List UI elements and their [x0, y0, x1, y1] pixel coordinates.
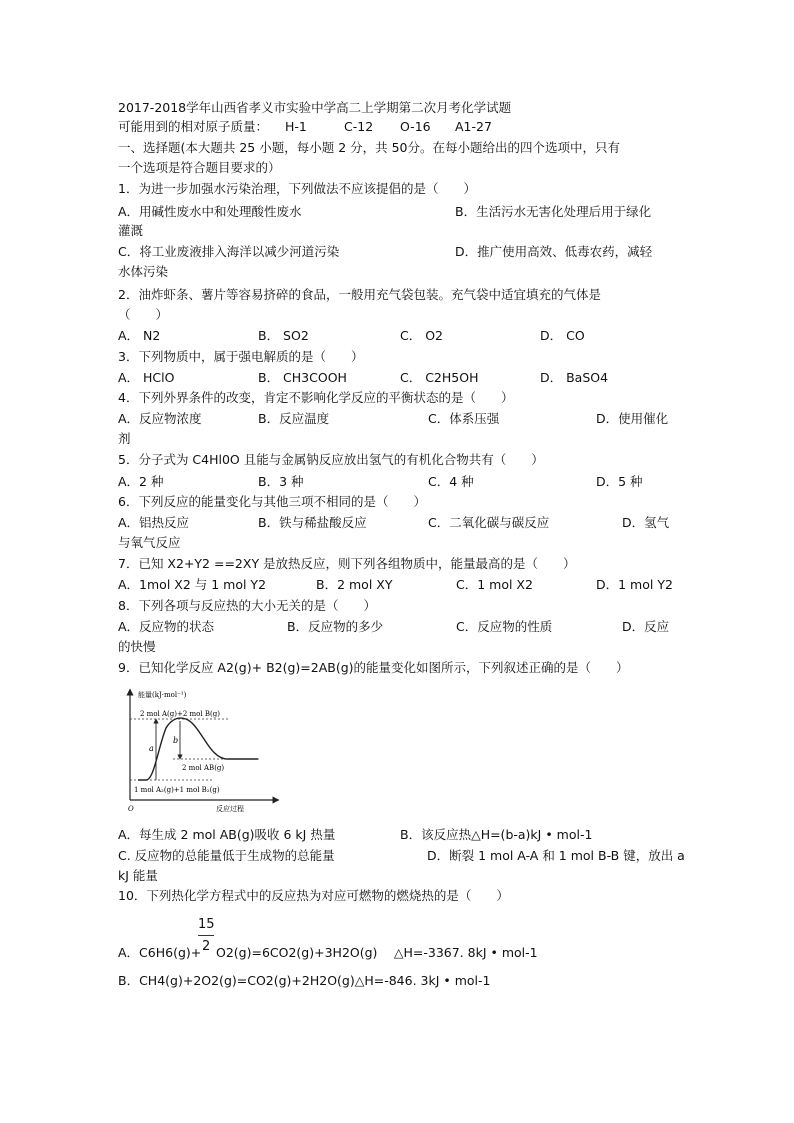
q6-option-d: D．氢气	[622, 515, 670, 530]
q9-option-d: D．断裂 1 mol A-A 和 1 mol B-B 键，放出 a	[427, 848, 685, 863]
question-2-stem: 2．油炸虾条、薯片等容易挤碎的食品，一般用充气袋包装。充气袋中适宜填充的气体是	[118, 287, 601, 302]
q6-option-b: B．铁与稀盐酸反应	[258, 515, 367, 530]
q3-option-c: C． C2H5OH	[400, 370, 479, 385]
page-title: 2017-2018学年山西省孝义市实验中学高二上学期第二次月考化学试题	[118, 100, 512, 115]
q1-option-b-cont: 灌溉	[118, 223, 144, 238]
q8-option-b: B．反应物的多少	[287, 619, 384, 634]
section-heading-line1: 一、选择题(本大题共 25 小题，每小题 2 分，共 50分。在每小题给出的四个选项中，只有	[118, 140, 621, 155]
atomic-mass-al: A1-27	[455, 119, 492, 134]
q3-option-d: D． BaSO4	[540, 370, 609, 385]
fraction-denominator: 2	[202, 939, 211, 954]
x-axis-label: 反应过程	[216, 805, 244, 813]
label-a: a	[149, 744, 154, 753]
fraction-bar	[198, 935, 214, 936]
q9-option-c: C. 反应物的总能量低于生成物的总能量	[118, 848, 335, 863]
q6-option-c: C．二氧化碳与碳反应	[428, 515, 550, 530]
q8-option-d: D．反应	[622, 619, 670, 634]
q4-option-d: D．使用催化	[596, 411, 669, 426]
q4-option-b: B．反应温度	[258, 411, 330, 426]
section-heading-line2: 一个选项是符合题目要求的）	[118, 160, 281, 175]
q5-option-b: B．3 种	[258, 474, 304, 489]
q10-option-b: B．CH4(g)+2O2(g)=CO2(g)+2H2O(g)△H=-846. 3kJ • mol-1	[118, 973, 491, 988]
q5-option-d: D．5 种	[596, 474, 643, 489]
atomic-mass-c: C-12	[344, 119, 374, 134]
q2-option-c: C． O2	[400, 328, 443, 343]
q4-option-d-cont: 剂	[118, 431, 131, 446]
low-level-label: 1 mol A₂(g)+1 mol B₂(g)	[134, 786, 220, 794]
q5-option-a: A．2 种	[118, 474, 164, 489]
question-5-stem: 5．分子式为 C4Hl0O 且能与金属钠反应放出氢气的有机化合物共有（ ）	[118, 452, 544, 467]
q2-option-b: B． SO2	[258, 328, 309, 343]
q8-option-c: C．反应物的性质	[456, 619, 553, 634]
q6-option-d-cont: 与氧气反应	[118, 535, 181, 550]
q9-option-b: B．该反应热△H=(b-a)kJ • mol-1	[400, 827, 593, 842]
y-axis-label: 能量(kJ·mol⁻¹)	[138, 691, 187, 699]
q1-option-d: D．推广使用高效、低毒农药，减轻	[455, 244, 653, 259]
question-3-stem: 3．下列物质中，属于强电解质的是（ ）	[118, 349, 364, 364]
q2-option-a: A． N2	[118, 328, 161, 343]
q1-option-d-cont: 水体污染	[118, 264, 169, 279]
label-b: b	[173, 736, 179, 745]
q9-option-d-cont: kJ 能量	[118, 868, 158, 883]
q2-option-d: D． CO	[540, 328, 585, 343]
question-8-stem: 8．下列各项与反应热的大小无关的是（ ）	[118, 598, 376, 613]
q3-option-b: B． CH3COOH	[258, 370, 347, 385]
q7-option-a: A．1mol X2 与 1 mol Y2	[118, 577, 267, 592]
atomic-mass-o: O-16	[400, 119, 431, 134]
top-level-label: 2 mol A(g)+2 mol B(g)	[140, 710, 220, 718]
q4-option-a: A．反应物浓度	[118, 411, 202, 426]
question-7-stem: 7．已知 X2+Y2 ==2XY 是放热反应，则下列各组物质中，能量最高的是（ ）	[118, 556, 576, 571]
q7-option-c: C．1 mol X2	[456, 577, 533, 592]
q6-option-a: A．铝热反应	[118, 515, 190, 530]
question-1-stem: 1．为进一步加强水污染治理，下列做法不应该提倡的是（ ）	[118, 181, 476, 196]
q3-option-a: A． HClO	[118, 370, 175, 385]
q4-option-c: C．体系压强	[428, 411, 500, 426]
question-4-stem: 4．下列外界条件的改变，肯定不影响化学反应的平衡状态的是（ ）	[118, 390, 514, 405]
q10-option-a: A．C6H6(g)+	[118, 945, 202, 960]
question-9-stem: 9．已知化学反应 A2(g)+ B2(g)=2AB(g)的能量变化如图所示，下列叙述正确的是（ ）	[118, 660, 629, 675]
q1-option-a: A．用碱性废水中和处理酸性废水	[118, 204, 302, 219]
q8-option-d-cont: 的快慢	[118, 639, 156, 654]
atomic-mass-h: H-1	[285, 119, 307, 134]
q1-option-b: B．生活污水无害化处理后用于绿化	[455, 204, 652, 219]
q5-option-c: C．4 种	[428, 474, 474, 489]
q1-option-c: C．将工业废液排入海洋以减少河道污染	[118, 244, 340, 259]
q8-option-a: A．反应物的状态	[118, 619, 215, 634]
fraction-numerator: 15	[198, 917, 215, 932]
atomic-masses-label: 可能用到的相对原子质量：	[118, 119, 269, 134]
q10-option-a-equation: O2(g)=6CO2(g)+3H2O(g) △H=-3367. 8kJ • mol-1	[216, 945, 538, 960]
origin-label: O	[128, 805, 134, 813]
question-6-stem: 6．下列反应的能量变化与其他三项不相同的是（ ）	[118, 494, 426, 509]
q9-option-a: A．每生成 2 mol AB(g)吸收 6 kJ 热量	[118, 827, 336, 842]
question-10-stem: 10．下列热化学方程式中的反应热为对应可燃物的燃烧热的是（ ）	[118, 888, 509, 903]
energy-diagram	[118, 688, 280, 814]
mid-level-label: 2 mol AB(g)	[182, 764, 225, 772]
question-2-stem-cont: （ ）	[118, 307, 169, 322]
q7-option-d: D．1 mol Y2	[596, 577, 673, 592]
q7-option-b: B．2 mol XY	[316, 577, 393, 592]
